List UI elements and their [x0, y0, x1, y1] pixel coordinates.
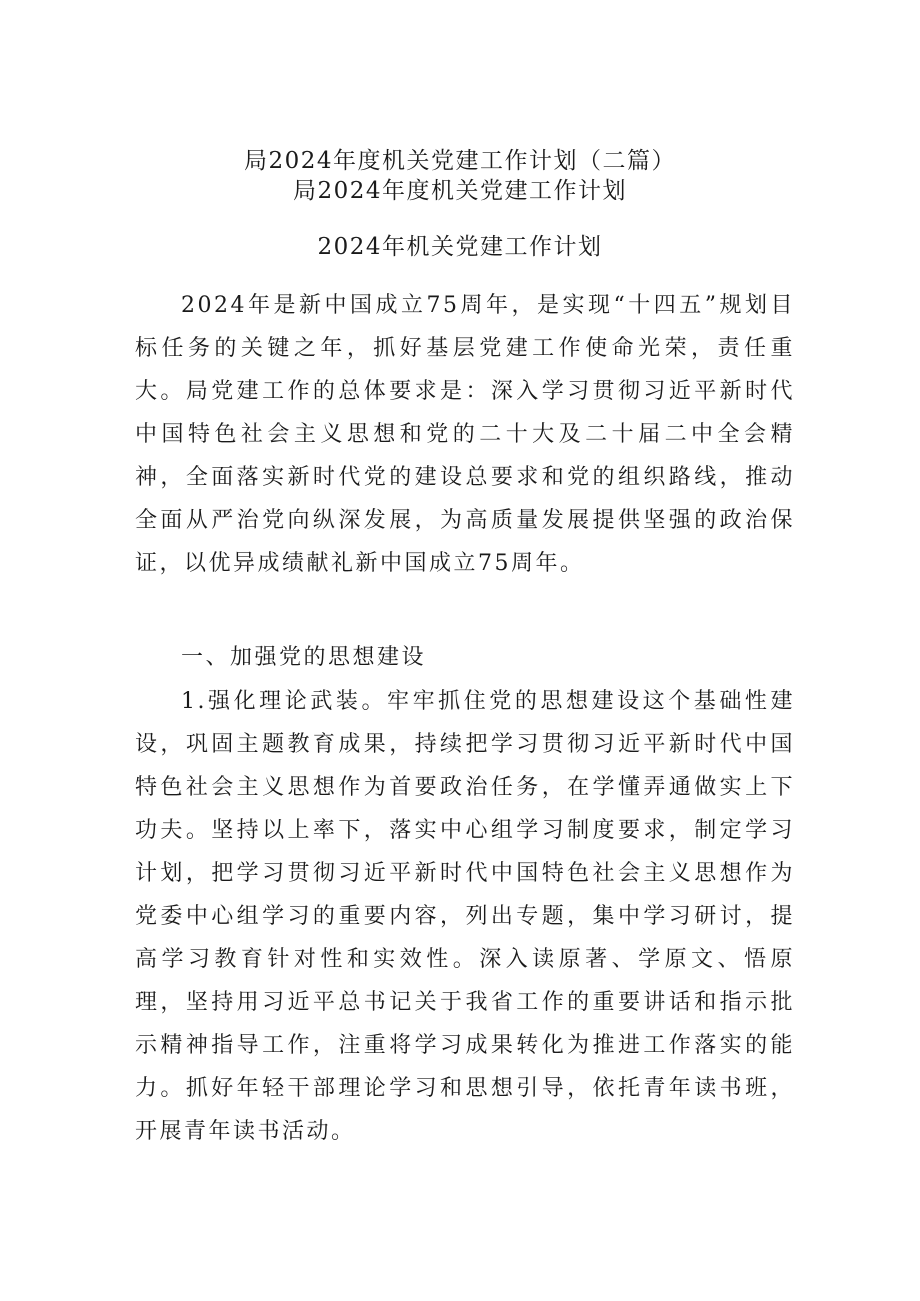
document-subtitle-plan: 局2024年度机关党建工作计划: [292, 178, 628, 204]
intro-paragraph: 2024年是新中国成立75周年，是实现“十四五”规划目标任务的关键之年，抓好基层党建工作使命光荣，责任重大。局党建工作的总体要求是：深入学习贯彻习近平新时代中国特色社会主义思想和党的二十大及二十届二中全会精神，全面落实新时代党的建设总要求和党的组织路线，推动全面从严治党向纵深发展，为高质量发展提供坚强的政治保证，以优异成绩献礼新中国成立75周年。: [135, 293, 795, 576]
section-heading-1: 一、加强党的思想建设: [181, 645, 427, 670]
item-paragraph-1: 1.强化理论武装。牢牢抓住党的思想建设这个基础性建设，巩固主题教育成果，持续把学习贯彻习近平新时代中国特色社会主义思想作为首要政治任务，在学懂弄通做实上下功夫。坚持以上率下，落实中心组学习制度要求，制定学习计划，把学习贯彻习近平新时代中国特色社会主义思想作为党委中心组学习的重要内容，列出专题，集中学习研讨，提高学习教育针对性和实效性。深入读原著、学原文、悟原理，坚持用习近平总书记关于我省工作的重要讲话和指示批示精神指导工作，注重将学习成果转化为推进工作落实的能力。抓好年轻干部理论学习和思想引导，依托青年读书班，开展青年读书活动。: [135, 689, 795, 1144]
document-title: 局2024年度机关党建工作计划（二篇）: [243, 148, 677, 174]
section-title: 2024年机关党建工作计划: [317, 234, 603, 260]
